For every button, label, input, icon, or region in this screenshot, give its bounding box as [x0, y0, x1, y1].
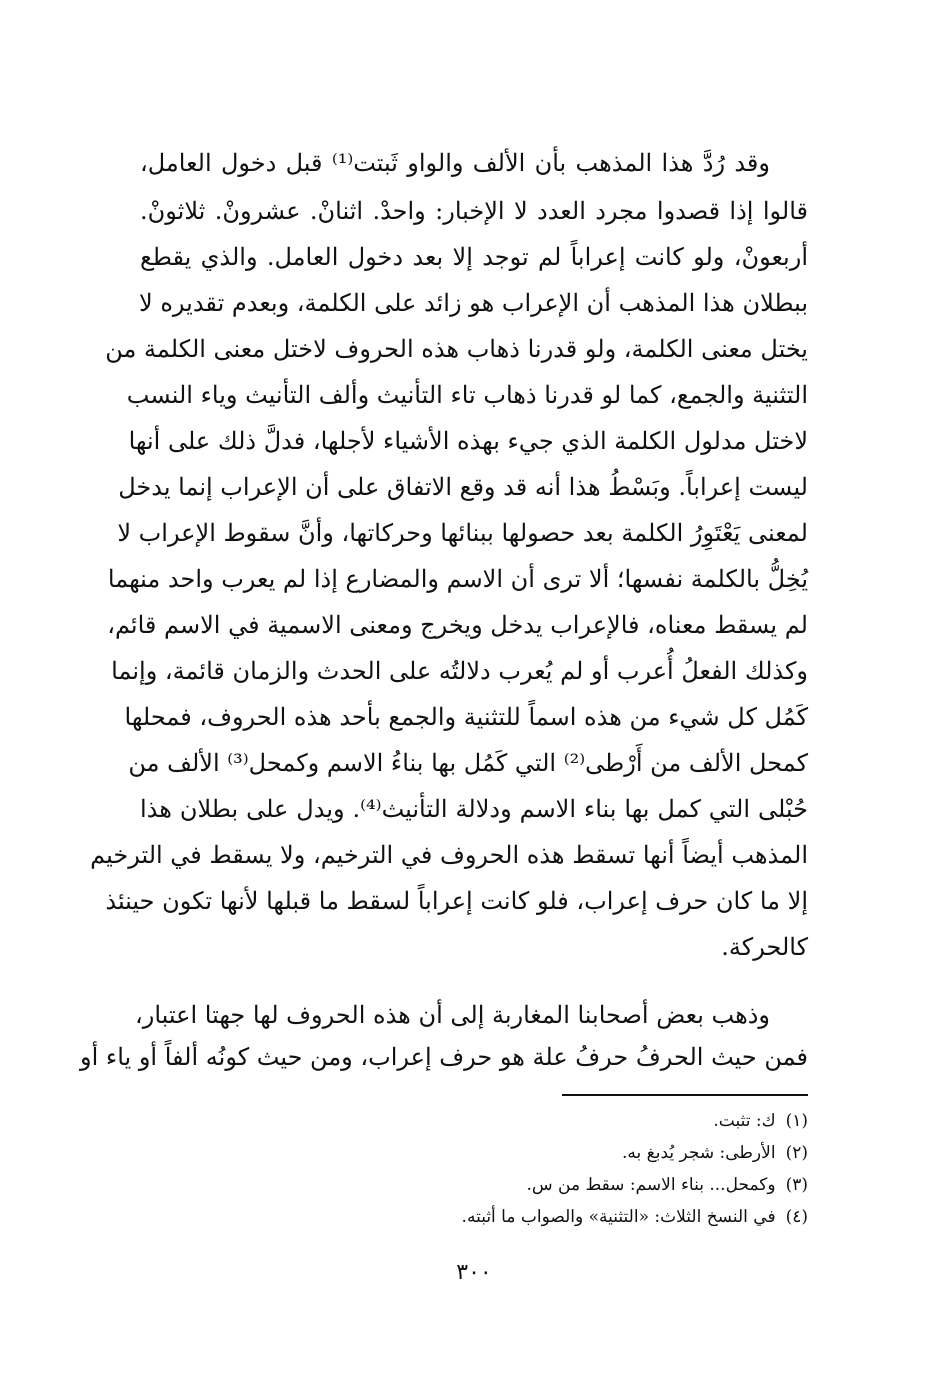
paragraph-1-line-18: كالحركة.: [721, 933, 808, 961]
paragraph-1-line-13: كَمُل كل شيء من هذه اسماً للتثنية والجمع بأحد هذه الحروف، فمحلها: [124, 703, 808, 731]
footnote-1: [140, 1108, 808, 1134]
footnote-3: [140, 1172, 808, 1198]
paragraph-1-line-10: يُخِلُّ بالكلمة نفسها؛ ألا ترى أن الاسم والمضارع إذا لم يعرب واحد منهما: [107, 565, 808, 593]
paragraph-1-line-4: ببطلان هذا المذهب أن الإعراب هو زائد على الكلمة، وبعدم تقديره لا: [139, 289, 808, 317]
footnote-number: (١): [785, 1111, 808, 1131]
footnote-text: وكمحل... بناء الاسم: سقط من س.: [526, 1175, 776, 1195]
paragraph-2-line-2: فمن حيث الحرفُ حرفُ علة هو حرف إعراب، ومن حيث كونُه ألفاً أو ياء أو: [80, 1043, 808, 1071]
footnote-text: ك: تثبت.: [713, 1111, 776, 1131]
footnote-text: الأرطى: شجر يُدبغ به.: [622, 1143, 776, 1163]
paragraph-1-line-5: يختل معنى الكلمة، ولو قدرنا ذهاب هذه الحروف لاختل معنى الكلمة من: [105, 335, 808, 363]
footnote-4: [140, 1204, 808, 1230]
paragraph-1-line-7: لاختل مدلول الكلمة الذي جيء بهذه الأشياء لأجلها، فدلَّ ذلك على أنها: [128, 427, 808, 455]
paragraph-1-line-15: حُبْلى التي كمل بها بناء الاسم ودلالة التأنيث⁽⁴⁾. ويدل على بطلان هذا: [140, 795, 808, 823]
paragraph-2-line-1: وذهب بعض أصحابنا المغاربة إلى أن هذه الحروف لها جهتا اعتبار،: [135, 1001, 770, 1029]
footnote-number: (٤): [785, 1207, 808, 1227]
footnote-2: [140, 1140, 808, 1166]
paragraph-1-line-3: أربعونْ، ولو كانت إعراباً لم توجد إلا بعد دخول العامل. والذي يقطع: [140, 243, 808, 271]
paragraph-1-line-1: وقد رُدَّ هذا المذهب بأن الألف والواو ثَبتت⁽¹⁾ قبل دخول العامل،: [140, 149, 770, 177]
paragraph-1-line-2: قالوا إذا قصدوا مجرد العدد لا الإخبار: واحدْ. اثنانْ. عشرونْ. ثلاثونْ.: [140, 197, 808, 225]
paragraph-1-line-12: وكذلك الفعلُ أُعرب أو لم يُعرب دلالتُه على الحدث والزمان قائمة، وإنما: [111, 657, 808, 685]
page-number: ٣٠٠: [456, 1260, 492, 1285]
paragraph-1-line-16: المذهب أيضاً أنها تسقط هذه الحروف في الترخيم، ولا يسقط في الترخيم: [90, 841, 808, 869]
paragraph-1-line-8: ليست إعراباً. وبَسْطُ هذا أنه قد وقع الاتفاق على أن الإعراب إنما يدخل: [118, 473, 808, 501]
footnote-text: في النسخ الثلاث: «التثنية» والصواب ما أثبته.: [461, 1207, 776, 1227]
footnote-number: (٣): [785, 1175, 808, 1195]
paragraph-1-line-6: التثنية والجمع، كما لو قدرنا ذهاب تاء التأنيث وألف التأنيث وياء النسب: [126, 381, 808, 409]
footnote-number: (٢): [785, 1143, 808, 1163]
paragraph-1-line-9: لمعنى يَعْتَوِرُ الكلمة بعد حصولها ببنائها وحركاتها، وأنَّ سقوط الإعراب لا: [117, 519, 808, 547]
paragraph-1-line-11: لم يسقط معناه، فالإعراب يدخل ويخرج ومعنى الاسمية في الاسم قائم،: [107, 611, 808, 639]
paragraph-1-line-14: كمحل الألف من أَرْطى⁽²⁾ التي كَمُل بها بناءُ الاسم وكمحل⁽³⁾ الألف من: [128, 749, 808, 777]
footnote-divider: [562, 1094, 808, 1096]
paragraph-1-line-17: إلا ما كان حرف إعراب، فلو كانت إعراباً لسقط ما قبلها لأنها تكون حينئذ: [105, 887, 808, 915]
